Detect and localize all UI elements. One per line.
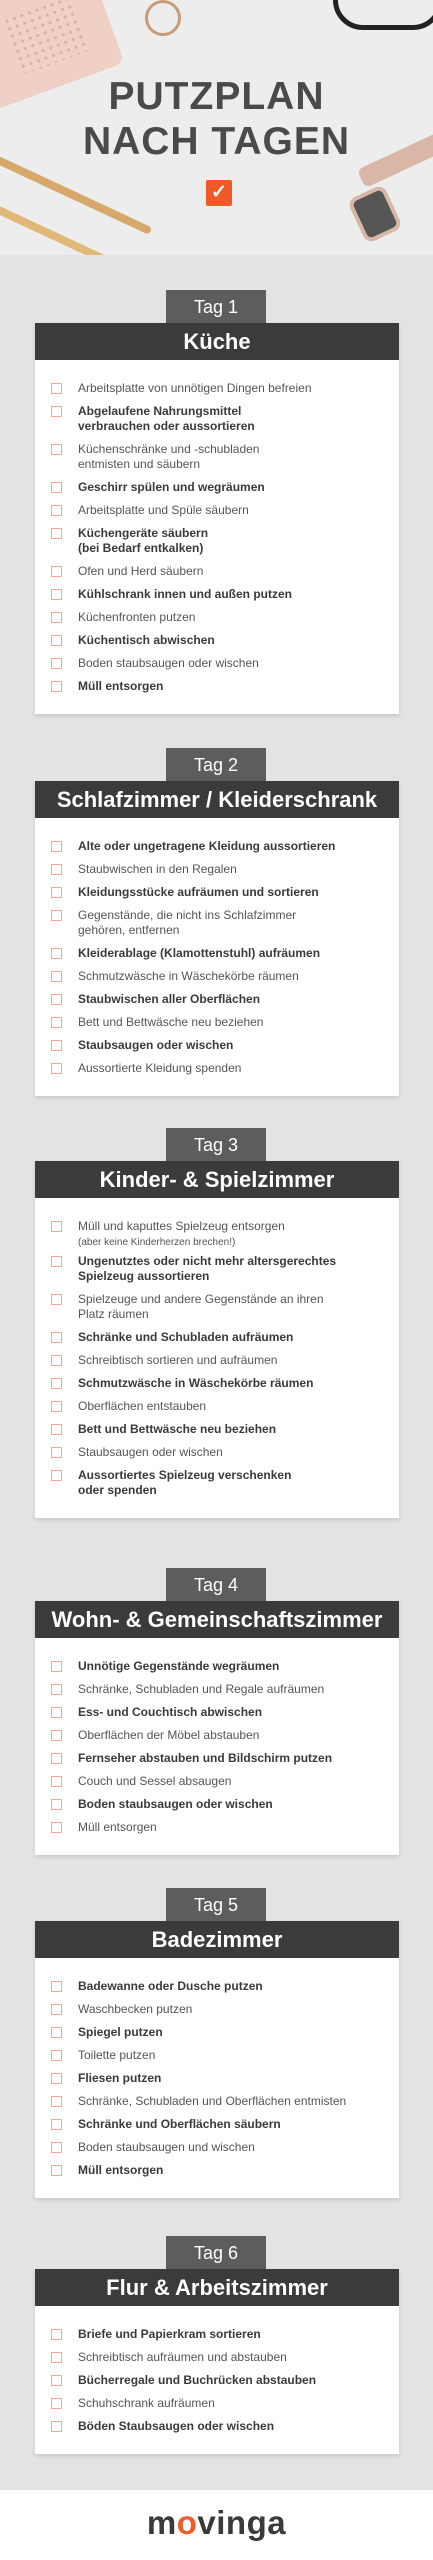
checklist-item-text: Müll entsorgen (78, 679, 164, 693)
checklist-item-label (78, 1399, 388, 1414)
checklist-item-text: Boden staubsaugen oder wischen (78, 656, 259, 670)
checkbox[interactable] (51, 910, 62, 921)
checklist-item-label (78, 480, 388, 495)
checklist-item-label (78, 2025, 388, 2040)
checkbox[interactable] (51, 406, 62, 417)
checklist-item-text: Küchenfronten putzen (78, 610, 196, 624)
checklist-item-text: Küchenschränke und -schubladen entmisten und säubern (78, 442, 260, 471)
room-title: Flur & Arbeitszimmer (35, 2269, 399, 2306)
checklist-item-label (78, 839, 388, 854)
checklist-item-label (78, 404, 388, 434)
checklist-item-label (78, 1445, 388, 1460)
checkbox[interactable] (51, 948, 62, 959)
checkbox[interactable] (51, 1378, 62, 1389)
checklist-item-text: Müll und kaputtes Spielzeug entsorgen (78, 1219, 285, 1233)
checklist-item-text: Schränke und Oberflächen säubern (78, 2117, 281, 2131)
checklist-item-text: Gegenstände, die nicht ins Schlafzimmer gehören, entfernen (78, 908, 297, 937)
day-tag: Tag 6 (166, 2236, 266, 2270)
room-card (35, 781, 399, 1096)
checklist-item-label (78, 2396, 388, 2411)
checklist-item-text: Schränke, Schubladen und Oberflächen entmisten (78, 2094, 347, 2108)
checklist-item-label (78, 1797, 388, 1812)
room-card (35, 1601, 399, 1855)
checkbox[interactable] (51, 2004, 62, 2015)
checkbox[interactable] (51, 2375, 62, 2386)
checklist-item-text: Fernseher abstauben und Bildschirm putzen (78, 1751, 333, 1765)
checklist-item-label (78, 2350, 388, 2365)
checkbox[interactable] (51, 1332, 62, 1343)
checklist-item-text: Bett und Bettwäsche neu beziehen (78, 1015, 264, 1029)
room-card (35, 323, 399, 714)
checklist-item-label (78, 656, 388, 671)
checklist-item-text: Alte oder ungetragene Kleidung aussortieren (78, 839, 336, 853)
checkbox[interactable] (51, 1707, 62, 1718)
checklist-item-label (78, 2071, 388, 2086)
checklist-item-text: Küchentisch abwischen (78, 633, 215, 647)
checklist-item-label (78, 969, 388, 984)
checklist-item-text: Toilette putzen (78, 2048, 156, 2062)
checklist-item-text: Arbeitsplatte und Spüle säubern (78, 503, 249, 517)
checklist-item-label (78, 2419, 388, 2434)
checkbox[interactable] (51, 1040, 62, 1051)
checklist-item-label (78, 1353, 388, 1368)
checklist-item-label (78, 564, 388, 579)
checkbox[interactable] (51, 864, 62, 875)
checklist-item-text: Schränke und Schubladen aufräumen (78, 1330, 294, 1344)
checkbox[interactable] (51, 1730, 62, 1741)
checklist-item-label (78, 1659, 388, 1674)
checklist-item-label (78, 633, 388, 648)
checkbox[interactable] (51, 505, 62, 516)
checklist-item-text: Schreibtisch aufräumen und abstauben (78, 2350, 287, 2364)
checklist-item-label (78, 992, 388, 1007)
checklist-item-label (78, 908, 388, 938)
checklist-item-label (78, 1979, 388, 1994)
checklist-item-text: Schmutzwäsche in Wäschekörbe räumen (78, 969, 299, 983)
checklist-item-label (78, 2163, 388, 2178)
checkbox[interactable] (51, 2119, 62, 2130)
checklist-item-text: Küchengeräte säubern (bei Bedarf entkalken) (78, 526, 209, 555)
checkbox[interactable] (51, 971, 62, 982)
checkbox[interactable] (51, 1799, 62, 1810)
checklist-item-text: Müll entsorgen (78, 2163, 164, 2177)
logo-text-start: m (146, 2504, 177, 2541)
checklist-item-text: Bücherregale und Buchrücken abstauben (78, 2373, 317, 2387)
checklist-item-text: Ofen und Herd säubern (78, 564, 204, 578)
hero-banner (0, 0, 433, 255)
checkbox[interactable] (51, 2398, 62, 2409)
room-title: Schlafzimmer / Kleiderschrank (35, 781, 399, 818)
checklist-item-text: Unnötige Gegenstände wegräumen (78, 1659, 280, 1673)
room-title: Badezimmer (35, 1921, 399, 1958)
checklist-item-text: Staubsaugen oder wischen (78, 1445, 223, 1459)
day-tag: Tag 3 (166, 1128, 266, 1162)
checklist-item-text: Arbeitsplatte von unnötigen Dingen befreien (78, 381, 312, 395)
logo-text-end: vinga (197, 2504, 287, 2541)
checklist-item-label (78, 1468, 388, 1498)
checkbox[interactable] (51, 1256, 62, 1267)
checklist-item-label (78, 1682, 388, 1697)
room-title: Kinder- & Spielzimmer (35, 1161, 399, 1198)
checklist-item-text: Oberflächen entstauben (78, 1399, 207, 1413)
checklist-item-text: Badewanne oder Dusche putzen (78, 1979, 263, 1993)
checklist-item-text: Aussortiertes Spielzeug verschenken oder spenden (78, 1468, 292, 1497)
checkbox[interactable] (51, 2073, 62, 2084)
checkbox[interactable] (51, 1447, 62, 1458)
checkbox[interactable] (51, 1221, 62, 1232)
checkbox[interactable] (51, 2421, 62, 2432)
checklist-item-text: Spielzeuge und andere Gegenstände an ihren Platz räumen (78, 1292, 324, 1321)
checklist-item-label (78, 862, 388, 877)
glasses-decoration (333, 0, 433, 30)
room-title: Küche (35, 323, 399, 360)
room-card (35, 1161, 399, 1518)
checklist-item-label (78, 442, 388, 472)
checklist-item-label (78, 1015, 388, 1030)
room-card (35, 1921, 399, 2198)
footer (0, 2490, 433, 2560)
checklist-item-text: Ungenutztes oder nicht mehr altersgerechtes Spielzeug aussortieren (78, 1254, 337, 1283)
page-title-line1: PUTZPLAN (108, 75, 325, 118)
checkbox[interactable] (51, 383, 62, 394)
checklist-item-text: Müll entsorgen (78, 1820, 157, 1834)
checklist-item-text: Staubwischen aller Oberflächen (78, 992, 261, 1006)
checkbox[interactable] (51, 612, 62, 623)
checklist-item-label (78, 2373, 388, 2388)
checklist-item-label (78, 946, 388, 961)
checklist-item-label (78, 1422, 388, 1437)
day-tag: Tag 1 (166, 290, 266, 324)
paperclip-decoration (145, 0, 181, 36)
room-title: Wohn- & Gemeinschaftszimmer (35, 1601, 399, 1638)
movinga-logo[interactable] (0, 2504, 433, 2542)
checkbox[interactable] (51, 1017, 62, 1028)
day-tag: Tag 4 (166, 1568, 266, 1602)
checklist-item-text: Aussortierte Kleidung spenden (78, 1061, 242, 1075)
checklist-item-label (78, 610, 388, 625)
checkbox[interactable] (51, 1661, 62, 1672)
checklist-item-label (78, 1820, 388, 1835)
checkbox[interactable] (51, 2096, 62, 2107)
checkbox[interactable] (51, 1401, 62, 1412)
checklist-item-text: Geschirr spülen und wegräumen (78, 480, 265, 494)
checklist-item-label (78, 1254, 388, 1284)
checklist-item-label (78, 1038, 388, 1053)
checklist-item-text: Schuhschrank aufräumen (78, 2396, 215, 2410)
checkbox[interactable] (51, 2027, 62, 2038)
checklist-item-text: Spiegel putzen (78, 2025, 163, 2039)
checklist-item-text: Schränke, Schubladen und Regale aufräumen (78, 1682, 325, 1696)
checkbox[interactable] (51, 1822, 62, 1833)
checkbox[interactable] (51, 444, 62, 455)
checkbox[interactable] (51, 1981, 62, 1992)
checkbox[interactable] (51, 658, 62, 669)
checkbox[interactable] (51, 1470, 62, 1481)
checklist-item-text: Staubsaugen oder wischen (78, 1038, 234, 1052)
checklist-item-text: Briefe und Papierkram sortieren (78, 2327, 261, 2341)
checkbox[interactable] (51, 2352, 62, 2363)
checklist-item-text: Schreibtisch sortieren und aufräumen (78, 1353, 278, 1367)
checklist-item-text: Ess- und Couchtisch abwischen (78, 1705, 263, 1719)
checklist-item-label (78, 1061, 388, 1076)
checklist-item-label (78, 587, 388, 602)
checklist-item-text: Staubwischen in den Regalen (78, 862, 237, 876)
checkbox[interactable] (51, 1776, 62, 1787)
checkbox[interactable] (51, 1753, 62, 1764)
checkbox[interactable] (51, 887, 62, 898)
checklist-item-label (78, 885, 388, 900)
checkbox[interactable] (51, 1294, 62, 1305)
page-title-line2: NACH TAGEN (82, 120, 351, 163)
checklist-item-note: (aber keine Kinderherzen brechen!) (78, 1237, 236, 1248)
checklist-item-label (78, 2327, 388, 2342)
room-card (35, 2269, 399, 2454)
checklist-item-text: Kühlschrank innen und außen putzen (78, 587, 293, 601)
checkbox[interactable] (51, 1684, 62, 1695)
checklist-item-label (78, 381, 388, 396)
checklist-item-label (78, 679, 388, 694)
checkmark-icon: ✓ (206, 180, 232, 206)
location-pin-icon: o (176, 2504, 198, 2541)
checkbox[interactable] (51, 589, 62, 600)
checklist-item-text: Abgelaufene Nahrungsmittel verbrauchen oder aussortieren (78, 404, 255, 433)
checklist-item-label (78, 1219, 388, 1250)
checklist-item-text: Kleiderablage (Klamottenstuhl) aufräumen (78, 946, 321, 960)
checklist-item-label (78, 1292, 388, 1322)
checklist-item-text: Boden staubsaugen oder wischen (78, 1797, 273, 1811)
checkbox[interactable] (51, 2050, 62, 2061)
checklist-item-text: Fliesen putzen (78, 2071, 162, 2085)
checklist-item-label (78, 2048, 388, 2063)
checkbox[interactable] (51, 2165, 62, 2176)
checklist-item-text: Couch und Sessel absaugen (78, 1774, 232, 1788)
checkbox[interactable] (51, 566, 62, 577)
checklist-item-text: Schmutzwäsche in Wäschekörbe räumen (78, 1376, 314, 1390)
checklist-item-label (78, 1751, 388, 1766)
checklist-item-label (78, 2117, 388, 2132)
checklist-item-label (78, 1774, 388, 1789)
checkbox[interactable] (51, 681, 62, 692)
checklist-item-label (78, 1376, 388, 1391)
checklist-item-label (78, 1330, 388, 1345)
checkbox[interactable] (51, 994, 62, 1005)
checkbox[interactable] (51, 482, 62, 493)
checklist-item-label (78, 1728, 388, 1743)
checkbox[interactable] (51, 2329, 62, 2340)
checkbox[interactable] (51, 1355, 62, 1366)
checklist-item-text: Böden Staubsaugen oder wischen (78, 2419, 275, 2433)
checklist-item-label (78, 2140, 388, 2155)
checklist-item-text: Oberflächen der Möbel abstauben (78, 1728, 260, 1742)
checkbox[interactable] (51, 2142, 62, 2153)
checklist-item-label (78, 2002, 388, 2017)
checklist-item-label (78, 1705, 388, 1720)
watch-icon (347, 184, 404, 244)
checkbox[interactable] (51, 841, 62, 852)
checklist-item-label (78, 503, 388, 518)
checklist-item-text: Kleidungsstücke aufräumen und sortieren (78, 885, 319, 899)
checklist-item-text: Waschbecken putzen (78, 2002, 193, 2016)
checkbox[interactable] (51, 1424, 62, 1435)
day-tag: Tag 5 (166, 1888, 266, 1922)
checklist-item-text: Boden staubsaugen und wischen (78, 2140, 255, 2154)
checklist-item-label (78, 2094, 388, 2109)
checkbox[interactable] (51, 635, 62, 646)
checklist-item-label (78, 526, 388, 556)
checkbox[interactable] (51, 528, 62, 539)
day-tag: Tag 2 (166, 748, 266, 782)
checkbox[interactable] (51, 1063, 62, 1074)
checklist-item-text: Bett und Bettwäsche neu beziehen (78, 1422, 277, 1436)
